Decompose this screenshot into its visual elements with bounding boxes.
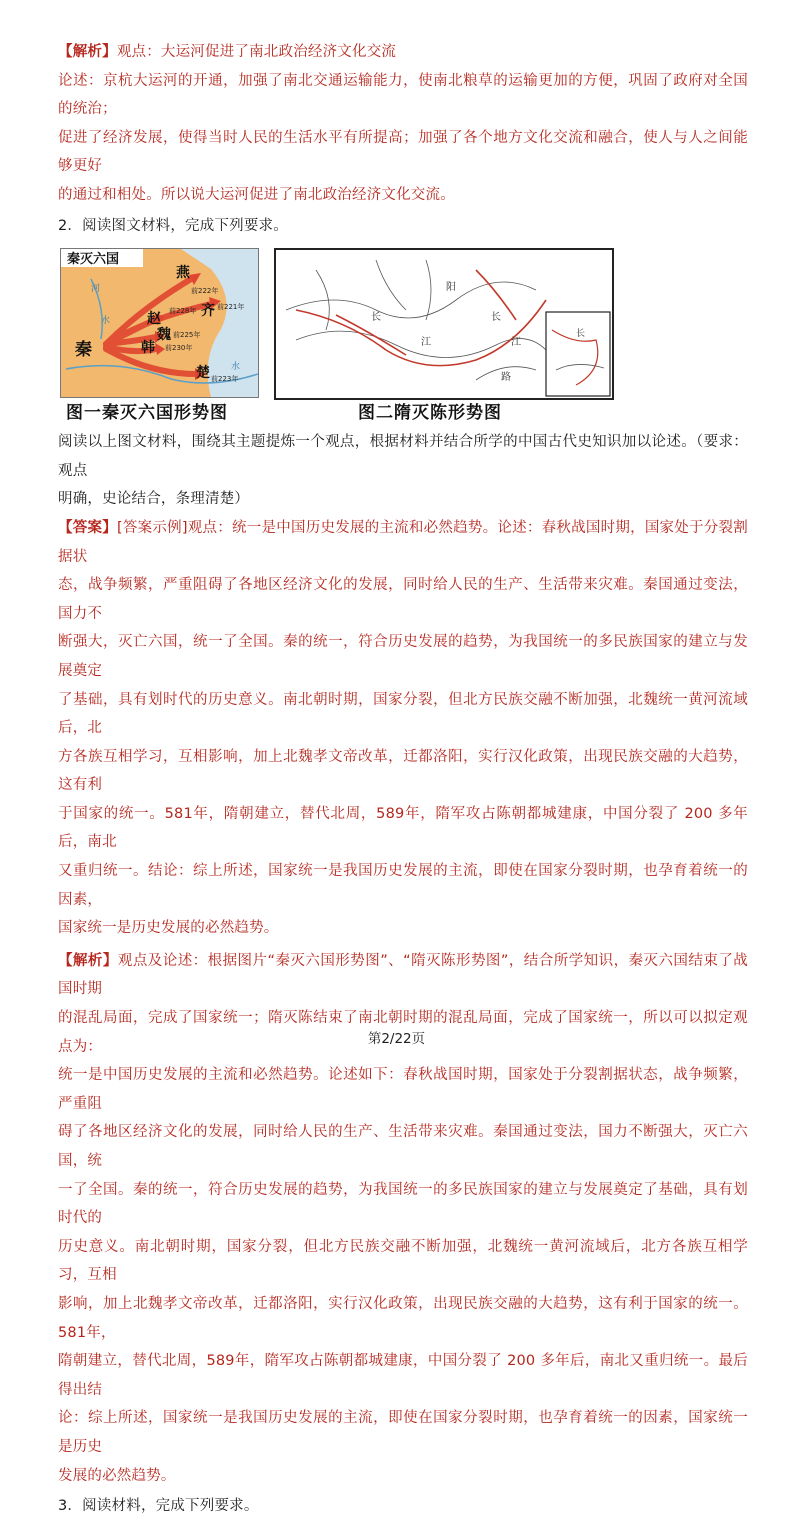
analysis-line5: 一了全国。秦的统一，符合历史发展的趋势，为我国统一的多民族国家的建立与发展奠定了基础，具有划时代的 — [58, 1181, 748, 1227]
q1-analysis-line3: 促进了经济发展，使得当时人民的生活水平有所提高；加强了各个地方文化交流和融合，使人与人之间能够更好 — [58, 129, 748, 175]
analysis-label-2: 【解析】 — [58, 952, 118, 969]
q1-analysis-line2: 论述：京杭大运河的开通，加强了南北交通运输能力，使南北粮草的运输更加的方便，巩固了政府对全国的统治； — [58, 72, 748, 118]
svg-text:秦: 秦 — [75, 340, 92, 361]
q3-prompt: 3．阅读材料，完成下列要求。 — [58, 1498, 259, 1515]
svg-text:燕: 燕 — [176, 265, 190, 282]
svg-text:楚: 楚 — [196, 365, 210, 382]
analysis-line9: 论：综上所述，国家统一是我国历史发展的主流，即使在国家分裂时期，也孕育着统一的因素，国家统一是历史 — [58, 1410, 748, 1455]
answer-line5: 方各族互相学习，互相影响，加上北魏孝文帝改革，迁都洛阳，实行汉化政策，出现民族交融的大趋势，这有利 — [58, 748, 748, 794]
sui-map-svg — [276, 250, 612, 398]
q2-instruction-line2: 明确，史论结合，条理清楚） — [58, 491, 250, 508]
svg-text:路: 路 — [501, 372, 511, 384]
svg-text:前222年: 前222年 — [191, 287, 219, 296]
svg-text:前225年: 前225年 — [173, 331, 201, 340]
svg-text:长: 长 — [576, 329, 586, 340]
answer-line2: 态，战争频繁，严重阻碍了各地区经济文化的发展，同时给人民的生产、生活带来灾难。秦国通过变法，国力不 — [58, 577, 748, 622]
svg-text:江: 江 — [421, 337, 431, 349]
analysis-line3: 统一是中国历史发展的主流和必然趋势。论述如下：春秋战国时期，国家处于分裂割据状态，战争频繁，严重阻 — [58, 1067, 748, 1112]
q1-analysis-line1: 【解析】观点：大运河促进了南北政治经济文化交流 — [58, 44, 397, 60]
answer-line4: 了基础，具有划时代的历史意义。南北朝时期，国家分裂，但北方民族交融不断加强，北魏统一黄河流域后，北 — [58, 691, 748, 737]
analysis-line8: 隋朝建立，替代北周，589年，隋军攻占陈朝都城建康，中国分裂了 200 多年后，南北又重归统一。最后得出结 — [58, 1353, 748, 1398]
qin-map-svg — [61, 249, 258, 397]
analysis-label: 【解析】 — [58, 44, 117, 60]
svg-text:前221年: 前221年 — [217, 303, 245, 312]
answer-line6: 于国家的统一。581年，隋朝建立，替代北周，589年，隋军攻占陈朝都城建康，中国分裂了 200 多年后，南北 — [58, 805, 749, 851]
analysis-line7: 影响，加上北魏孝文帝改革，迁都洛阳，实行汉化政策，出现民族交融的大趋势，这有利于国家的统一。581年， — [58, 1295, 748, 1341]
fig1-caption: 图一秦灭六国形势图 — [66, 403, 228, 424]
analysis-line10: 发展的必然趋势。 — [58, 1467, 176, 1484]
svg-text:前228年: 前228年 — [169, 307, 197, 316]
svg-text:江: 江 — [511, 337, 521, 349]
qin-map-title: 秦灭六国 — [67, 252, 120, 268]
svg-text:魏: 魏 — [157, 327, 171, 344]
q2-instruction-line1: 阅读以上图文材料，围绕其主题提炼一个观点，根据材料并结合所学的中国古代史知识加以论述。（要求：观点 — [58, 434, 748, 479]
document-page — [58, 38, 748, 1521]
sui-map-figure — [274, 248, 614, 400]
answer-line8: 国家统一是历史发展的必然趋势。 — [58, 920, 279, 937]
svg-text:河: 河 — [91, 284, 101, 295]
svg-text:水: 水 — [101, 316, 111, 327]
svg-text:韩: 韩 — [141, 340, 155, 357]
svg-text:齐: 齐 — [201, 303, 215, 320]
qin-map-figure — [60, 248, 259, 398]
figures — [58, 248, 748, 438]
analysis-line4: 碍了各地区经济文化的发展，同时给人民的生产、生活带来灾难。秦国通过变法，国力不断强大，灭亡六国，统 — [58, 1124, 748, 1169]
analysis-line6: 历史意义。南北朝时期，国家分裂，但北方民族交融不断加强，北魏统一黄河流域后，北方各族互相学习，互相 — [58, 1238, 748, 1284]
q2-prompt: 2．阅读图文材料，完成下列要求。 — [58, 217, 288, 234]
fig2-caption: 图二隋灭陈形势图 — [358, 403, 502, 424]
page-footer: 第2/22页 — [367, 1031, 426, 1047]
answer-line3: 断强大，灭亡六国，统一了全国。秦的统一，符合历史发展的趋势，为我国统一的多民族国家的建立与发展奠定 — [58, 634, 748, 679]
svg-text:前223年: 前223年 — [211, 375, 239, 384]
analysis-line1: 【解析】观点及论述：根据图片“秦灭六国形势图”、“隋灭陈形势图”，结合所学知识，秦灭六国结束了战国时期 — [58, 952, 748, 998]
answer-line1: 【答案】[答案示例]观点：统一是中国历史发展的主流和必然趋势。论述：春秋战国时期，国家处于分裂割据状 — [58, 519, 748, 565]
answer-line7: 又重归统一。结论：综上所述，国家统一是我国历史发展的主流，即使在国家分裂时期，也孕育着统一的因素， — [58, 863, 748, 908]
analysis-line2: 的混乱局面，完成了国家统一；隋灭陈结束了南北朝时期的混乱局面，完成了国家统一，所以可以拟定观点为： — [58, 1010, 748, 1055]
svg-text:前230年: 前230年 — [165, 344, 193, 353]
answer-label: 【答案】 — [58, 519, 117, 536]
svg-text:长: 长 — [371, 312, 381, 324]
q1-analysis-line4: 的通过和相处。所以说大运河促进了南北政治经济文化交流。 — [58, 186, 455, 203]
svg-text:赵: 赵 — [147, 311, 161, 328]
svg-text:长: 长 — [491, 312, 501, 324]
svg-text:阳: 阳 — [446, 282, 456, 294]
svg-text:水: 水 — [231, 362, 241, 373]
